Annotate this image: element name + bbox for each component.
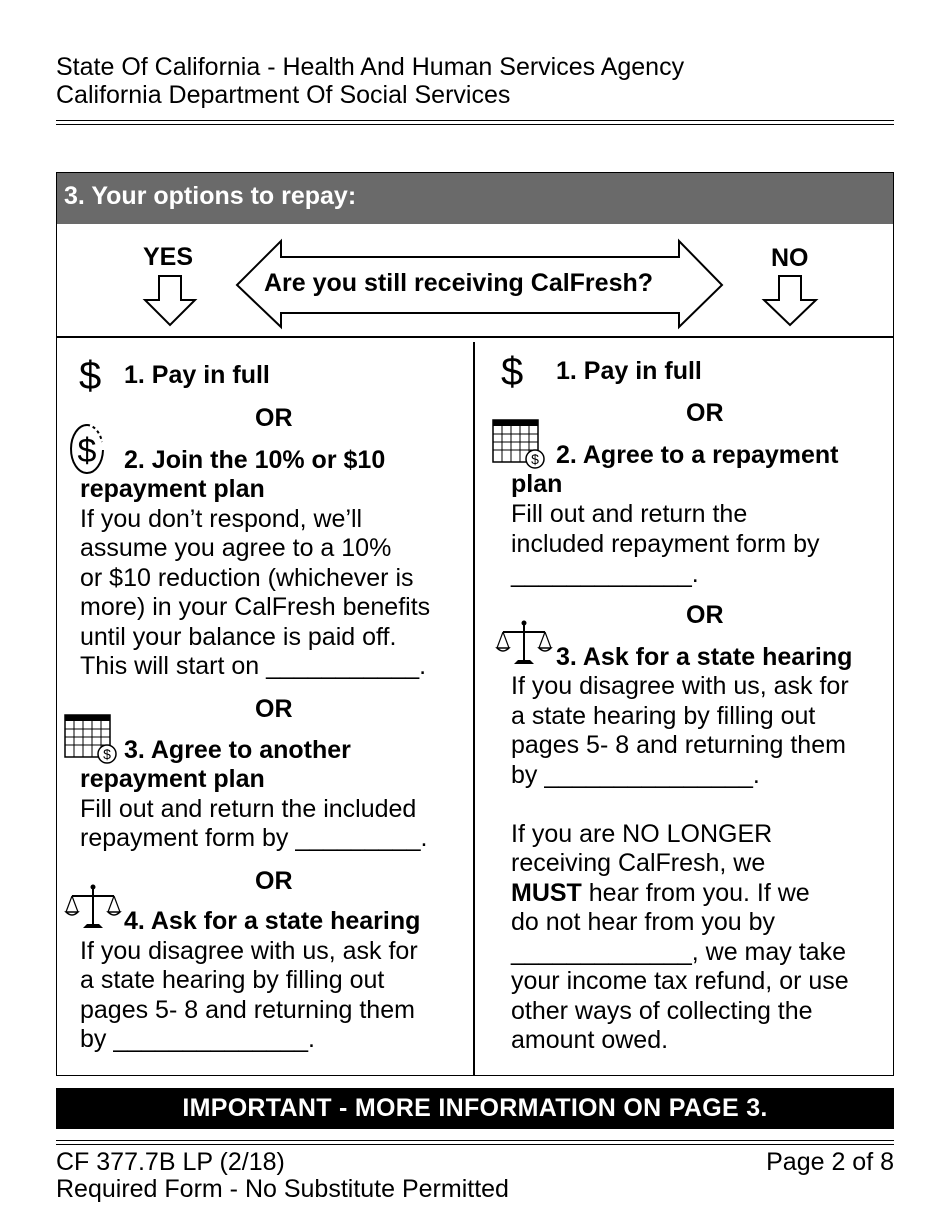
right-notice-body-2: _____________, we may take — [511, 938, 846, 966]
important-banner-text: IMPORTANT - MORE INFORMATION ON PAGE 3. — [182, 1094, 768, 1122]
section-title: 3. Your options to repay: — [64, 182, 357, 210]
left-option2-body-3: or $10 reduction (whichever is — [80, 564, 414, 592]
left-option4-body-1: If you disagree with us, ask for — [80, 937, 418, 965]
right-or-2: OR — [686, 601, 724, 629]
svg-text:$: $ — [103, 746, 111, 762]
right-option2-body-3: _____________. — [511, 560, 699, 588]
page-number: Page 2 of 8 — [766, 1148, 894, 1176]
footer-rule-top — [56, 1140, 894, 1141]
left-option2-body-2: assume you agree to a 10% — [80, 534, 392, 562]
right-option2-body-2: included repayment form by — [511, 530, 820, 558]
right-notice-body-4: other ways of collecting the — [511, 997, 813, 1025]
right-option2-title-line2: plan — [511, 470, 563, 498]
right-notice-body-1: do not hear from you by — [511, 908, 776, 936]
right-option2-title-line1: 2. Agree to a repayment — [556, 441, 839, 469]
footer-rule-bottom — [56, 1144, 894, 1145]
agency-name: State Of California - Health And Human Services Agency — [56, 53, 685, 81]
dollar-icon: $ — [501, 350, 524, 394]
department-name: California Department Of Social Services — [56, 81, 511, 109]
section-header — [57, 173, 893, 224]
right-option1-title: 1. Pay in full — [556, 357, 702, 385]
left-option2-body-6: This will start on ___________. — [80, 652, 427, 680]
left-option2-title-line1: 2. Join the 10% or $10 — [124, 446, 386, 474]
left-option2-body-1: If you don’t respond, we’ll — [80, 505, 363, 533]
left-option4-body-2: a state hearing by filling out — [80, 966, 385, 994]
no-label: NO — [771, 244, 809, 272]
column-divider — [473, 342, 475, 1075]
right-option3-body-2: a state hearing by filling out — [511, 702, 816, 730]
header-rule-top — [56, 120, 894, 121]
right-notice-line-3-rest: hear from you. If we — [581, 879, 810, 907]
important-banner — [56, 1088, 894, 1129]
right-notice-body-5: amount owed. — [511, 1026, 669, 1054]
left-option3-body-1: Fill out and return the included — [80, 795, 417, 823]
left-option1-title: 1. Pay in full — [124, 361, 270, 389]
right-notice-line-1: If you are NO LONGER — [511, 820, 773, 848]
decision-divider — [57, 336, 893, 338]
left-or-2: OR — [255, 695, 293, 723]
down-arrow-yes-icon — [145, 276, 195, 326]
calendar-dollar-icon — [492, 419, 546, 469]
right-notice-line-3 — [511, 879, 810, 909]
left-option3-title-line2: repayment plan — [80, 765, 265, 793]
left-or-3: OR — [255, 867, 293, 895]
right-notice-line-2: receiving CalFresh, we — [511, 849, 766, 877]
scales-of-justice-icon — [497, 620, 551, 668]
left-option4-title: 4. Ask for a state hearing — [124, 907, 421, 935]
calendar-dollar-icon — [64, 714, 118, 764]
left-option2-body-5: until your balance is paid off. — [80, 623, 397, 651]
right-option3-body-1: If you disagree with us, ask for — [511, 672, 849, 700]
left-option3-title-line1: 3. Agree to another — [124, 736, 351, 764]
right-notice-body-3: your income tax refund, or use — [511, 967, 849, 995]
must-emphasis: MUST — [511, 879, 582, 907]
left-option4-body-4: by ______________. — [80, 1025, 315, 1053]
header-rule-bottom — [56, 124, 894, 125]
form-notice: Required Form - No Substitute Permitted — [56, 1175, 509, 1203]
yes-label: YES — [143, 243, 194, 271]
scales-of-justice-icon — [66, 884, 120, 932]
right-option2-body-1: Fill out and return the — [511, 500, 748, 528]
down-arrow-no-icon — [764, 276, 816, 326]
left-or-1: OR — [255, 404, 293, 432]
left-option3-body-2: repayment form by _________. — [80, 824, 428, 852]
right-option3-title: 3. Ask for a state hearing — [556, 643, 853, 671]
right-option3-body-3: pages 5- 8 and returning them — [511, 731, 846, 759]
svg-text:$: $ — [77, 432, 97, 470]
left-option4-body-3: pages 5- 8 and returning them — [80, 996, 415, 1024]
svg-text:$: $ — [531, 451, 539, 467]
dollar-icon: $ — [79, 354, 102, 398]
right-option3-body-4: by _______________. — [511, 761, 760, 789]
calfresh-question: Are you still receiving CalFresh? — [264, 269, 654, 297]
form-id: CF 377.7B LP (2/18) — [56, 1148, 285, 1176]
left-option2-body-4: more) in your CalFresh benefits — [80, 593, 431, 621]
right-or-1: OR — [686, 399, 724, 427]
left-option2-title-line2: repayment plan — [80, 475, 265, 503]
recurring-payment-icon — [68, 422, 106, 478]
